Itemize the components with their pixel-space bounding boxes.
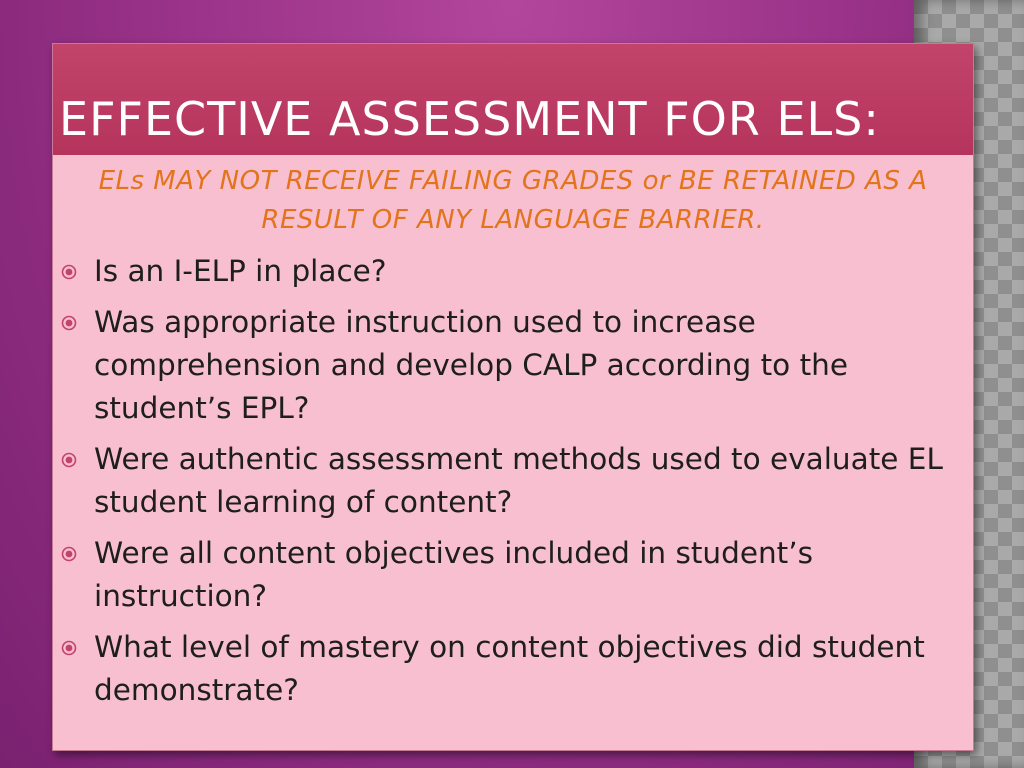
bullet-text: What level of mastery on content objectives did student demonstrate? [94,630,925,707]
bullet-item [61,626,961,712]
slide-title: EFFECTIVE ASSESSMENT FOR ELS: [59,92,880,146]
bullet-list [61,250,961,720]
bullet-item [61,301,961,430]
bullet-item [61,250,961,293]
bullet-item [61,438,961,524]
bullet-text: Is an I-ELP in place? [94,254,387,288]
bullet-text: Were authentic assessment methods used to evaluate EL student learning of content? [94,442,943,519]
circled-dot-bullet-icon [61,640,77,656]
circled-dot-bullet-icon [61,452,77,468]
bullet-item [61,532,961,618]
bullet-text: Was appropriate instruction used to increase comprehension and develop CALP according to the student’s EPL? [94,305,848,425]
bullet-text: Were all content objectives included in student’s instruction? [94,536,813,613]
circled-dot-bullet-icon [61,315,77,331]
slide-panel [52,43,974,751]
circled-dot-bullet-icon [61,546,77,562]
slide-subtitle: ELs MAY NOT RECEIVE FAILING GRADES or BE RETAINED AS A RESULT OF ANY LANGUAGE BARRIER. [98,166,928,235]
circled-dot-bullet-icon [61,264,77,280]
